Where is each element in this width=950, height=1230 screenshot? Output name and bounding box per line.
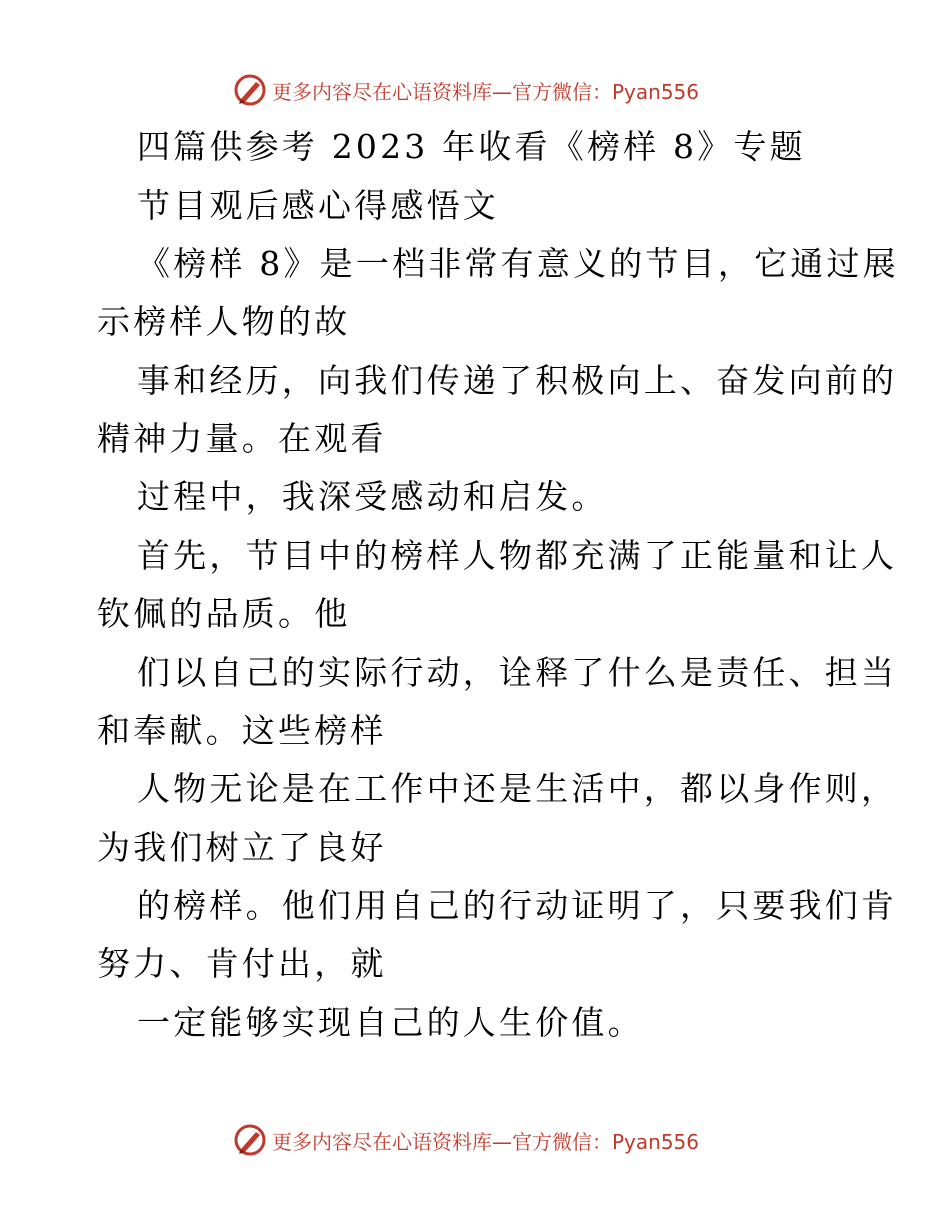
pen-logo-icon [232,1122,268,1158]
header-banner-text: 更多内容尽在心语资料库—官方微信：Pyan556 [272,79,700,104]
paragraph-line: 事和经历，向我们传递了积极向上、奋发向前的 [137,361,898,400]
paragraph-line: 为我们树立了良好 [97,828,387,867]
paragraph-line: 一定能够实现自己的人生价值。 [137,1003,644,1042]
paragraph-line: 努力、肯付出，就 [97,944,387,983]
header-banner [232,70,699,110]
title-line-2: 节目观后感心得感悟文 [137,186,499,225]
paragraph-line: 的榜样。他们用自己的行动证明了，只要我们肯 [137,886,898,925]
paragraph-line: 们以自己的实际行动，诠释了什么是责任、担当 [137,653,898,692]
paragraph-line: 钦佩的品质。他 [97,594,351,633]
pen-logo-icon [232,72,268,108]
paragraph-line: 示榜样人物的故 [97,302,351,341]
paragraph-line: 《榜样 8》是一档非常有意义的节目，它通过展 [137,244,899,283]
title-line-1: 四篇供参考 2023 年收看《榜样 8》专题 [137,127,806,166]
paragraph-line: 过程中，我深受感动和启发。 [137,477,608,516]
footer-banner [232,1120,699,1160]
footer-banner-text: 更多内容尽在心语资料库—官方微信：Pyan556 [272,1129,700,1154]
paragraph-line: 人物无论是在工作中还是生活中，都以身作则， [137,769,898,808]
paragraph-line: 首先，节目中的榜样人物都充满了正能量和让人 [137,536,898,575]
paragraph-line: 精神力量。在观看 [97,419,387,458]
paragraph-line: 和奉献。这些榜样 [97,711,387,750]
